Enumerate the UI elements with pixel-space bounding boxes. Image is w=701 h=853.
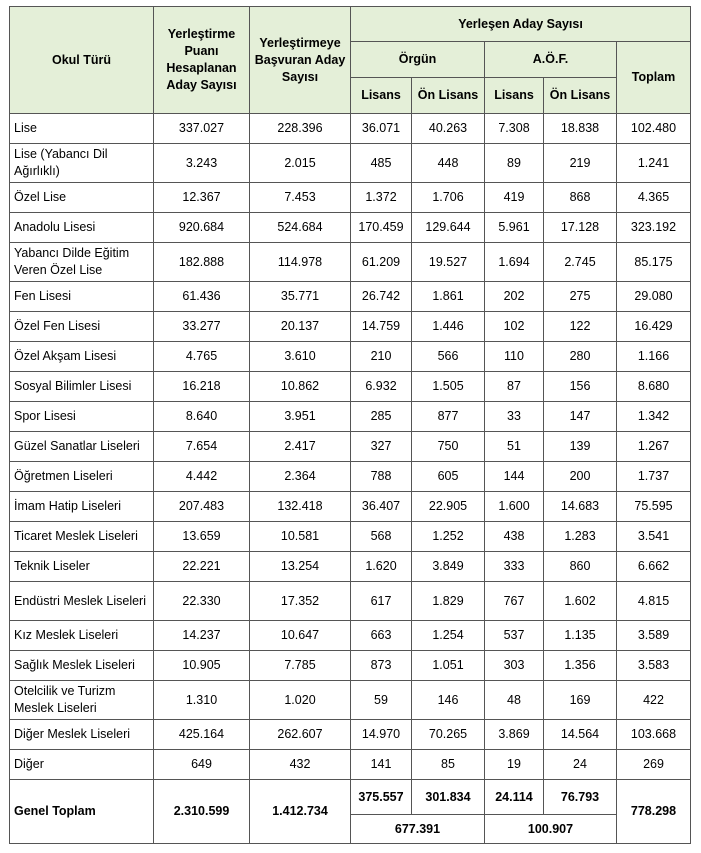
aof-lisans-cell: 144 <box>485 462 544 492</box>
aof-on-lisans-cell: 156 <box>544 372 617 402</box>
basvuran-cell: 114.978 <box>250 243 351 282</box>
orgun-on-lisans-cell: 85 <box>412 750 485 780</box>
table-row <box>10 213 691 243</box>
puan-hesaplanan-cell: 182.888 <box>154 243 250 282</box>
aof-on-lisans-cell: 18.838 <box>544 114 617 144</box>
aof-on-lisans-cell: 24 <box>544 750 617 780</box>
school-type-cell: Özel Fen Lisesi <box>10 312 154 342</box>
toplam-cell: 4.365 <box>617 183 691 213</box>
header-yerlesen: Yerleşen Aday Sayısı <box>351 7 691 42</box>
orgun-on-lisans-cell: 566 <box>412 342 485 372</box>
aof-lisans-cell: 102 <box>485 312 544 342</box>
puan-hesaplanan-cell: 3.243 <box>154 144 250 183</box>
total-puan-hesaplanan-cell: 2.310.599 <box>154 780 250 844</box>
total-aof-lisans-cell: 24.114 <box>485 780 544 815</box>
puan-hesaplanan-cell: 13.659 <box>154 522 250 552</box>
orgun-lisans-cell: 285 <box>351 402 412 432</box>
aof-on-lisans-cell: 14.564 <box>544 720 617 750</box>
table-row <box>10 522 691 552</box>
school-type-cell: Özel Lise <box>10 183 154 213</box>
table-row <box>10 621 691 651</box>
toplam-cell: 3.589 <box>617 621 691 651</box>
aof-lisans-cell: 3.869 <box>485 720 544 750</box>
table-row <box>10 243 691 282</box>
header-orgun: Örgün <box>351 42 485 78</box>
basvuran-cell: 20.137 <box>250 312 351 342</box>
table-row <box>10 183 691 213</box>
aof-on-lisans-cell: 868 <box>544 183 617 213</box>
header-okul-turu: Okul Türü <box>10 7 154 114</box>
basvuran-cell: 432 <box>250 750 351 780</box>
total-basvuran-cell: 1.412.734 <box>250 780 351 844</box>
orgun-lisans-cell: 663 <box>351 621 412 651</box>
table-row <box>10 282 691 312</box>
table-row <box>10 582 691 621</box>
school-type-cell: Sağlık Meslek Liseleri <box>10 651 154 681</box>
orgun-lisans-cell: 327 <box>351 432 412 462</box>
puan-hesaplanan-cell: 12.367 <box>154 183 250 213</box>
orgun-lisans-cell: 617 <box>351 582 412 621</box>
orgun-on-lisans-cell: 3.849 <box>412 552 485 582</box>
total-row <box>10 780 691 815</box>
puan-hesaplanan-cell: 425.164 <box>154 720 250 750</box>
aof-on-lisans-cell: 860 <box>544 552 617 582</box>
orgun-on-lisans-cell: 40.263 <box>412 114 485 144</box>
table-row <box>10 372 691 402</box>
aof-lisans-cell: 19 <box>485 750 544 780</box>
school-type-cell: Teknik Liseler <box>10 552 154 582</box>
puan-hesaplanan-cell: 33.277 <box>154 312 250 342</box>
placement-statistics-table <box>9 6 691 844</box>
aof-lisans-cell: 303 <box>485 651 544 681</box>
aof-lisans-cell: 1.600 <box>485 492 544 522</box>
aof-lisans-cell: 33 <box>485 402 544 432</box>
school-type-cell: Anadolu Lisesi <box>10 213 154 243</box>
header-aof: A.Ö.F. <box>485 42 617 78</box>
table-row <box>10 681 691 720</box>
aof-on-lisans-cell: 1.356 <box>544 651 617 681</box>
puan-hesaplanan-cell: 8.640 <box>154 402 250 432</box>
orgun-on-lisans-cell: 750 <box>412 432 485 462</box>
orgun-on-lisans-cell: 448 <box>412 144 485 183</box>
aof-lisans-cell: 333 <box>485 552 544 582</box>
aof-lisans-cell: 110 <box>485 342 544 372</box>
school-type-cell: Spor Lisesi <box>10 402 154 432</box>
toplam-cell: 8.680 <box>617 372 691 402</box>
school-type-cell: Öğretmen Liseleri <box>10 462 154 492</box>
total-orgun-sum-cell: 677.391 <box>351 815 485 844</box>
aof-on-lisans-cell: 139 <box>544 432 617 462</box>
basvuran-cell: 132.418 <box>250 492 351 522</box>
orgun-lisans-cell: 14.970 <box>351 720 412 750</box>
puan-hesaplanan-cell: 7.654 <box>154 432 250 462</box>
aof-lisans-cell: 87 <box>485 372 544 402</box>
orgun-on-lisans-cell: 605 <box>412 462 485 492</box>
school-type-cell: Özel Akşam Lisesi <box>10 342 154 372</box>
basvuran-cell: 2.417 <box>250 432 351 462</box>
table-row <box>10 312 691 342</box>
puan-hesaplanan-cell: 10.905 <box>154 651 250 681</box>
aof-lisans-cell: 202 <box>485 282 544 312</box>
orgun-lisans-cell: 873 <box>351 651 412 681</box>
puan-hesaplanan-cell: 920.684 <box>154 213 250 243</box>
header-aof-on-lisans: Ön Lisans <box>544 78 617 114</box>
basvuran-cell: 262.607 <box>250 720 351 750</box>
basvuran-cell: 524.684 <box>250 213 351 243</box>
aof-lisans-cell: 1.694 <box>485 243 544 282</box>
aof-on-lisans-cell: 169 <box>544 681 617 720</box>
school-type-cell: Diğer Meslek Liseleri <box>10 720 154 750</box>
school-type-cell: Otelcilik ve Turizm Meslek Liseleri <box>10 681 154 720</box>
orgun-lisans-cell: 210 <box>351 342 412 372</box>
orgun-on-lisans-cell: 146 <box>412 681 485 720</box>
total-aof-sum-cell: 100.907 <box>485 815 617 844</box>
basvuran-cell: 3.610 <box>250 342 351 372</box>
toplam-cell: 29.080 <box>617 282 691 312</box>
orgun-on-lisans-cell: 19.527 <box>412 243 485 282</box>
aof-on-lisans-cell: 219 <box>544 144 617 183</box>
school-type-cell: Lise <box>10 114 154 144</box>
table-row <box>10 144 691 183</box>
basvuran-cell: 2.015 <box>250 144 351 183</box>
school-type-cell: Yabancı Dilde Eğitim Veren Özel Lise <box>10 243 154 282</box>
aof-lisans-cell: 5.961 <box>485 213 544 243</box>
puan-hesaplanan-cell: 22.221 <box>154 552 250 582</box>
puan-hesaplanan-cell: 22.330 <box>154 582 250 621</box>
aof-lisans-cell: 419 <box>485 183 544 213</box>
orgun-lisans-cell: 1.620 <box>351 552 412 582</box>
orgun-lisans-cell: 36.407 <box>351 492 412 522</box>
puan-hesaplanan-cell: 207.483 <box>154 492 250 522</box>
aof-lisans-cell: 7.308 <box>485 114 544 144</box>
school-type-cell: Kız Meslek Liseleri <box>10 621 154 651</box>
toplam-cell: 6.662 <box>617 552 691 582</box>
table-row <box>10 492 691 522</box>
orgun-lisans-cell: 59 <box>351 681 412 720</box>
orgun-on-lisans-cell: 1.861 <box>412 282 485 312</box>
table-row <box>10 651 691 681</box>
toplam-cell: 1.342 <box>617 402 691 432</box>
puan-hesaplanan-cell: 649 <box>154 750 250 780</box>
aof-on-lisans-cell: 14.683 <box>544 492 617 522</box>
basvuran-cell: 10.862 <box>250 372 351 402</box>
table-row <box>10 462 691 492</box>
school-type-cell: Fen Lisesi <box>10 282 154 312</box>
total-label-cell: Genel Toplam <box>10 780 154 844</box>
aof-lisans-cell: 48 <box>485 681 544 720</box>
school-type-cell: Lise (Yabancı Dil Ağırlıklı) <box>10 144 154 183</box>
table-row <box>10 750 691 780</box>
orgun-lisans-cell: 61.209 <box>351 243 412 282</box>
aof-lisans-cell: 89 <box>485 144 544 183</box>
orgun-lisans-cell: 6.932 <box>351 372 412 402</box>
orgun-lisans-cell: 1.372 <box>351 183 412 213</box>
puan-hesaplanan-cell: 61.436 <box>154 282 250 312</box>
basvuran-cell: 35.771 <box>250 282 351 312</box>
puan-hesaplanan-cell: 16.218 <box>154 372 250 402</box>
aof-on-lisans-cell: 147 <box>544 402 617 432</box>
puan-hesaplanan-cell: 14.237 <box>154 621 250 651</box>
basvuran-cell: 2.364 <box>250 462 351 492</box>
toplam-cell: 3.583 <box>617 651 691 681</box>
toplam-cell: 102.480 <box>617 114 691 144</box>
aof-on-lisans-cell: 1.283 <box>544 522 617 552</box>
school-type-cell: İmam Hatip Liseleri <box>10 492 154 522</box>
orgun-on-lisans-cell: 1.252 <box>412 522 485 552</box>
header-toplam: Toplam <box>617 42 691 114</box>
aof-on-lisans-cell: 280 <box>544 342 617 372</box>
puan-hesaplanan-cell: 4.765 <box>154 342 250 372</box>
orgun-lisans-cell: 485 <box>351 144 412 183</box>
total-aof-on-lisans-cell: 76.793 <box>544 780 617 815</box>
orgun-lisans-cell: 36.071 <box>351 114 412 144</box>
orgun-lisans-cell: 170.459 <box>351 213 412 243</box>
aof-on-lisans-cell: 17.128 <box>544 213 617 243</box>
aof-on-lisans-cell: 1.135 <box>544 621 617 651</box>
toplam-cell: 103.668 <box>617 720 691 750</box>
school-type-cell: Diğer <box>10 750 154 780</box>
orgun-on-lisans-cell: 877 <box>412 402 485 432</box>
orgun-on-lisans-cell: 1.829 <box>412 582 485 621</box>
school-type-cell: Ticaret Meslek Liseleri <box>10 522 154 552</box>
orgun-on-lisans-cell: 1.051 <box>412 651 485 681</box>
orgun-lisans-cell: 14.759 <box>351 312 412 342</box>
aof-on-lisans-cell: 122 <box>544 312 617 342</box>
orgun-on-lisans-cell: 22.905 <box>412 492 485 522</box>
aof-on-lisans-cell: 200 <box>544 462 617 492</box>
orgun-on-lisans-cell: 1.254 <box>412 621 485 651</box>
toplam-cell: 1.267 <box>617 432 691 462</box>
basvuran-cell: 1.020 <box>250 681 351 720</box>
toplam-cell: 85.175 <box>617 243 691 282</box>
table-row <box>10 432 691 462</box>
toplam-cell: 1.737 <box>617 462 691 492</box>
toplam-cell: 1.241 <box>617 144 691 183</box>
header-aof-lisans: Lisans <box>485 78 544 114</box>
aof-lisans-cell: 537 <box>485 621 544 651</box>
orgun-on-lisans-cell: 1.706 <box>412 183 485 213</box>
basvuran-cell: 13.254 <box>250 552 351 582</box>
aof-lisans-cell: 51 <box>485 432 544 462</box>
table-row <box>10 720 691 750</box>
orgun-on-lisans-cell: 1.505 <box>412 372 485 402</box>
header-orgun-on-lisans: Ön Lisans <box>412 78 485 114</box>
toplam-cell: 422 <box>617 681 691 720</box>
basvuran-cell: 228.396 <box>250 114 351 144</box>
basvuran-cell: 7.453 <box>250 183 351 213</box>
puan-hesaplanan-cell: 1.310 <box>154 681 250 720</box>
toplam-cell: 16.429 <box>617 312 691 342</box>
header-basvuran: Yerleştirmeye Başvuran Aday Sayısı <box>250 7 351 114</box>
school-type-cell: Güzel Sanatlar Liseleri <box>10 432 154 462</box>
orgun-on-lisans-cell: 129.644 <box>412 213 485 243</box>
aof-lisans-cell: 767 <box>485 582 544 621</box>
orgun-lisans-cell: 788 <box>351 462 412 492</box>
school-type-cell: Sosyal Bilimler Lisesi <box>10 372 154 402</box>
toplam-cell: 3.541 <box>617 522 691 552</box>
basvuran-cell: 7.785 <box>250 651 351 681</box>
orgun-on-lisans-cell: 70.265 <box>412 720 485 750</box>
basvuran-cell: 10.581 <box>250 522 351 552</box>
toplam-cell: 1.166 <box>617 342 691 372</box>
table-row <box>10 552 691 582</box>
total-toplam-cell: 778.298 <box>617 780 691 844</box>
school-type-cell: Endüstri Meslek Liseleri <box>10 582 154 621</box>
aof-on-lisans-cell: 1.602 <box>544 582 617 621</box>
header-orgun-lisans: Lisans <box>351 78 412 114</box>
table-row <box>10 402 691 432</box>
toplam-cell: 323.192 <box>617 213 691 243</box>
orgun-lisans-cell: 26.742 <box>351 282 412 312</box>
aof-lisans-cell: 438 <box>485 522 544 552</box>
toplam-cell: 75.595 <box>617 492 691 522</box>
header-puan-hesaplanan: Yerleştirme Puanı Hesaplanan Aday Sayısı <box>154 7 250 114</box>
aof-on-lisans-cell: 275 <box>544 282 617 312</box>
toplam-cell: 4.815 <box>617 582 691 621</box>
toplam-cell: 269 <box>617 750 691 780</box>
table-row <box>10 114 691 144</box>
basvuran-cell: 3.951 <box>250 402 351 432</box>
total-orgun-on-lisans-cell: 301.834 <box>412 780 485 815</box>
table-row <box>10 342 691 372</box>
basvuran-cell: 10.647 <box>250 621 351 651</box>
orgun-on-lisans-cell: 1.446 <box>412 312 485 342</box>
orgun-lisans-cell: 568 <box>351 522 412 552</box>
puan-hesaplanan-cell: 337.027 <box>154 114 250 144</box>
puan-hesaplanan-cell: 4.442 <box>154 462 250 492</box>
aof-on-lisans-cell: 2.745 <box>544 243 617 282</box>
basvuran-cell: 17.352 <box>250 582 351 621</box>
orgun-lisans-cell: 141 <box>351 750 412 780</box>
total-orgun-lisans-cell: 375.557 <box>351 780 412 815</box>
